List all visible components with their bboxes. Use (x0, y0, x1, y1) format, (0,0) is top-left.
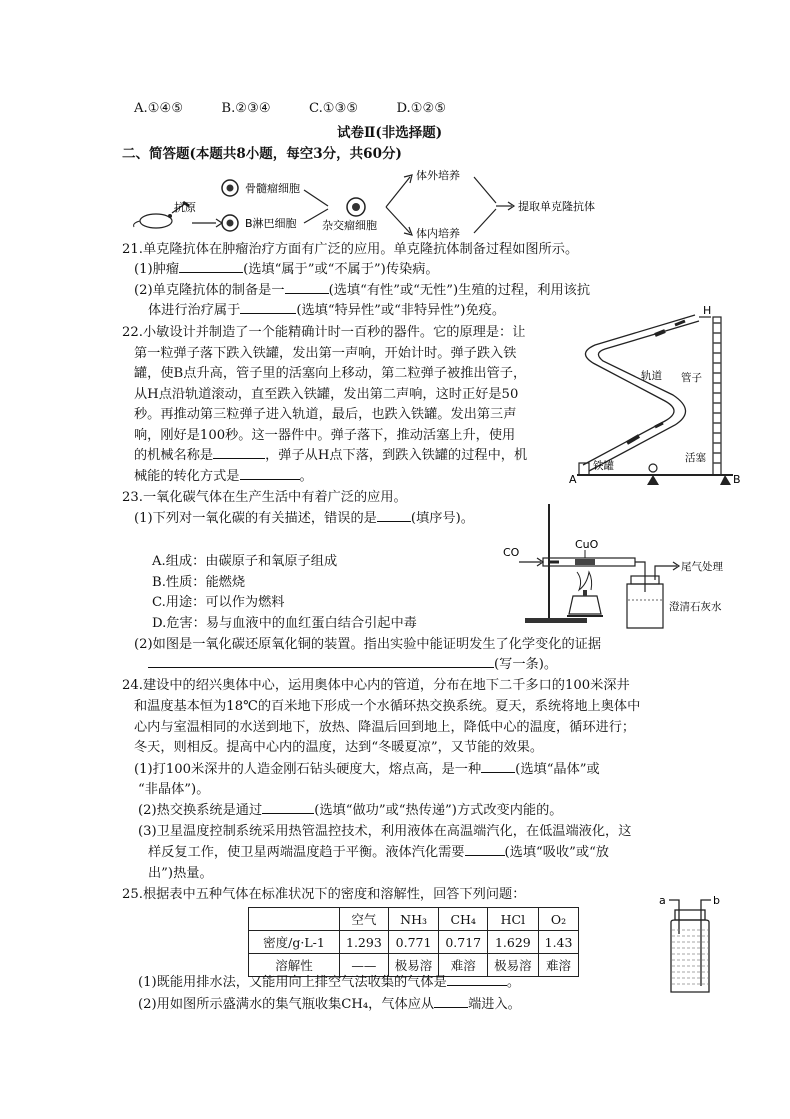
q25-blank1[interactable] (447, 973, 507, 986)
table-cell: 0.717 (439, 931, 488, 954)
q22-blank1[interactable] (213, 446, 265, 459)
q25-part2: (2)用如图所示盛满水的集气瓶收集CH₄，气体应从 端进入。 (138, 997, 521, 1012)
table-cell: 密度/g·L-1 (249, 931, 340, 954)
table-cell: CH₄ (439, 908, 488, 931)
q24-line1: 24.建设中的绍兴奥体中心，运用奥体中心内的管道，分布在地下二千多口的100米深井 (122, 678, 630, 693)
q22-line6: 响，刚好是100秒。这一器件中。弹子落下，推动活塞上升，使用 (134, 428, 516, 443)
label-b: b (713, 894, 720, 907)
table-cell: 溶解性 (249, 954, 340, 977)
q23-option-d: D.危害：易与血液中的血红蛋白结合引起中毒 (152, 616, 417, 631)
q21-stem: 21.单克隆抗体在肿瘤治疗方面有广泛的应用。单克隆抗体制备过程如图所示。 (122, 242, 579, 257)
q23-option-a: A.组成：由碳原子和氧原子组成 (152, 554, 338, 569)
myeloma-label: 骨髓瘤细胞 (245, 182, 300, 195)
table-row (249, 931, 579, 954)
q25-part1: (1)既能用排水法，又能用向上排空气法收集的气体是 。 (138, 975, 520, 990)
q22-line8: 械能的转化方式是 。 (134, 469, 313, 484)
table-cell: 0.771 (388, 931, 439, 954)
co-label: CO (503, 546, 520, 559)
q24-part3-cont: 样反复工作，使卫星两端温度趋于平衡。液体汽化需要 (选填“吸收”或“放 (148, 845, 609, 860)
q24-part1: (1)打100米深井的人造金刚石钻头硬度大，熔点高，是一种 (选填“晶体”或 (134, 762, 600, 777)
label-h: H (703, 304, 712, 317)
table-cell: 难溶 (439, 954, 488, 977)
table-cell: NH₃ (388, 908, 439, 931)
q24-blank2[interactable] (262, 801, 314, 814)
in-vitro-label: 体外培养 (416, 169, 460, 182)
table-cell: HCl (488, 908, 539, 931)
antibody-flow-diagram (128, 163, 628, 243)
tail-gas-label: 尾气处理 (681, 561, 723, 573)
q23-part2-cont: (写一条)。 (148, 655, 557, 674)
label-a: a (659, 894, 666, 907)
table-cell: 1.293 (340, 931, 389, 954)
antigen-label: 抗原 (174, 201, 196, 214)
q21-part1: (1)肿瘤 (选填“属于”或“不属于”)传染病。 (134, 262, 439, 277)
table-cell: 1.629 (488, 931, 539, 954)
choice-c: C.①③⑤ (308, 101, 359, 116)
table-cell: 空气 (340, 908, 389, 931)
hybrid-label: 杂交瘤细胞 (322, 219, 377, 232)
hybrid-cell-icon (347, 198, 365, 216)
q21-part2-cont: 体进行治疗属于 (选填“特异性”或“非特异性”)免疫。 (148, 303, 506, 318)
alcohol-lamp-icon (567, 572, 603, 616)
choice-b: B.②③④ (221, 101, 271, 116)
q23-blank2[interactable] (148, 655, 494, 668)
table-cell: 1.43 (538, 931, 579, 954)
q23-part2: (2)如图是一氧化碳还原氧化铜的装置。指出实验中能证明发生了化学变化的证据 (134, 637, 602, 652)
q22-line3: 罐，使B点升高，管子里的活塞向上移动，第二粒弹子被推出管子， (134, 366, 527, 381)
label-pipe: 管子 (681, 372, 702, 384)
choice-d: D.①②⑤ (396, 101, 447, 116)
q25-blank2[interactable] (434, 995, 468, 1008)
part2-heading: 二、简答题(本题共8小题，每空3分，共60分) (122, 146, 402, 162)
gas-collection-bottle (655, 890, 735, 1000)
table-cell: —— (340, 954, 389, 977)
q21-blank3[interactable] (240, 301, 296, 314)
table-cell (249, 908, 340, 931)
label-b: B (733, 473, 741, 486)
choice-a: A.①④⑤ (134, 101, 184, 116)
q22-line4: 从H点沿轨道滚动，直至跌入铁罐，发出第二声响，这时正好是50 (134, 387, 519, 402)
top-choices (134, 101, 480, 116)
q24-line4: 冬天，则相反。提高中心内的温度，达到“冬暖夏凉”，又节能的效果。 (134, 740, 544, 755)
in-vivo-label: 体内培养 (416, 227, 460, 240)
table-cell: 极易溶 (388, 954, 439, 977)
q21-part2: (2)单克隆抗体的制备是一 (选填“有性”或“无性”)生殖的过程，利用该抗 (134, 283, 591, 298)
table-cell: O₂ (538, 908, 579, 931)
limewater-label: 澄清石灰水 (669, 601, 722, 613)
timer-device-diagram (565, 303, 745, 488)
co-reduction-apparatus (497, 500, 732, 632)
gas-properties-table (248, 907, 579, 977)
q24-part1-cont: “非晶体”)。 (138, 782, 210, 797)
extract-label: 提取单克隆抗体 (518, 200, 595, 213)
label-a: A (569, 473, 577, 486)
table-cell: 难溶 (538, 954, 579, 977)
q22-line1: 22.小敏设计并制造了一个能精确计时一百秒的器件。它的原理是：让 (122, 325, 526, 340)
q24-part3: (3)卫星温度控制系统采用热管温控技术，利用液体在高温端汽化，在低温端液化，这 (138, 824, 632, 839)
q24-blank1[interactable] (481, 760, 515, 773)
b-cell-icon (222, 215, 238, 231)
q24-part3-end: 出”)热量。 (148, 866, 213, 881)
myeloma-cell-icon (222, 180, 238, 196)
label-piston: 活塞 (685, 452, 706, 464)
table-row (249, 908, 579, 931)
limewater-bottle-icon (627, 576, 663, 628)
q21-blank1[interactable] (179, 260, 243, 273)
q24-part2: (2)热交换系统是通过 (选填“做功”或“热传递”)方式改变内能的。 (138, 803, 563, 818)
q25-stem: 25.根据表中五种气体在标准状况下的密度和溶解性，回答下列问题： (122, 887, 526, 902)
q23-option-b: B.性质：能燃烧 (152, 575, 246, 590)
label-can: 铁罐 (593, 460, 614, 472)
q23-part1: (1)下列对一氧化碳的有关描述，错误的是 (填序号)。 (134, 511, 474, 526)
q23-stem: 23.一氧化碳气体在生产生活中有着广泛的应用。 (122, 490, 407, 505)
q22-line2: 第一粒弹子落下跌入铁罐，发出第一声响，开始计时。弹子跌入铁 (134, 346, 517, 361)
q22-blank2[interactable] (240, 467, 300, 480)
cuo-label: CuO (575, 538, 599, 551)
q24-line2: 和温度基本恒为18℃的百米地下形成一个水循环热交换系统。夏天，系统将地上奥体中 (134, 699, 641, 714)
q23-option-c: C.用途：可以作为燃料 (152, 595, 285, 610)
q23-blank1[interactable] (377, 509, 411, 522)
table-cell: 极易溶 (488, 954, 539, 977)
label-track: 轨道 (641, 370, 662, 382)
q21-blank2[interactable] (285, 281, 329, 294)
b-cell-label: B淋巴细胞 (245, 217, 297, 230)
q22-line7: 的机械名称是 ，弹子从H点下落，到跌入铁罐的过程中，机 (134, 448, 528, 463)
q24-line3: 心内与室温相同的水送到地下，放热、降温后回到地上，降低中心的温度，循环进行； (134, 720, 636, 735)
q24-blank3[interactable] (465, 843, 505, 856)
q22-line5: 秒。再推动第三粒弹子进入轨道，最后，也跌入铁罐。发出第三声 (134, 407, 517, 422)
section-title: 试卷Ⅱ(非选择题) (337, 125, 443, 141)
